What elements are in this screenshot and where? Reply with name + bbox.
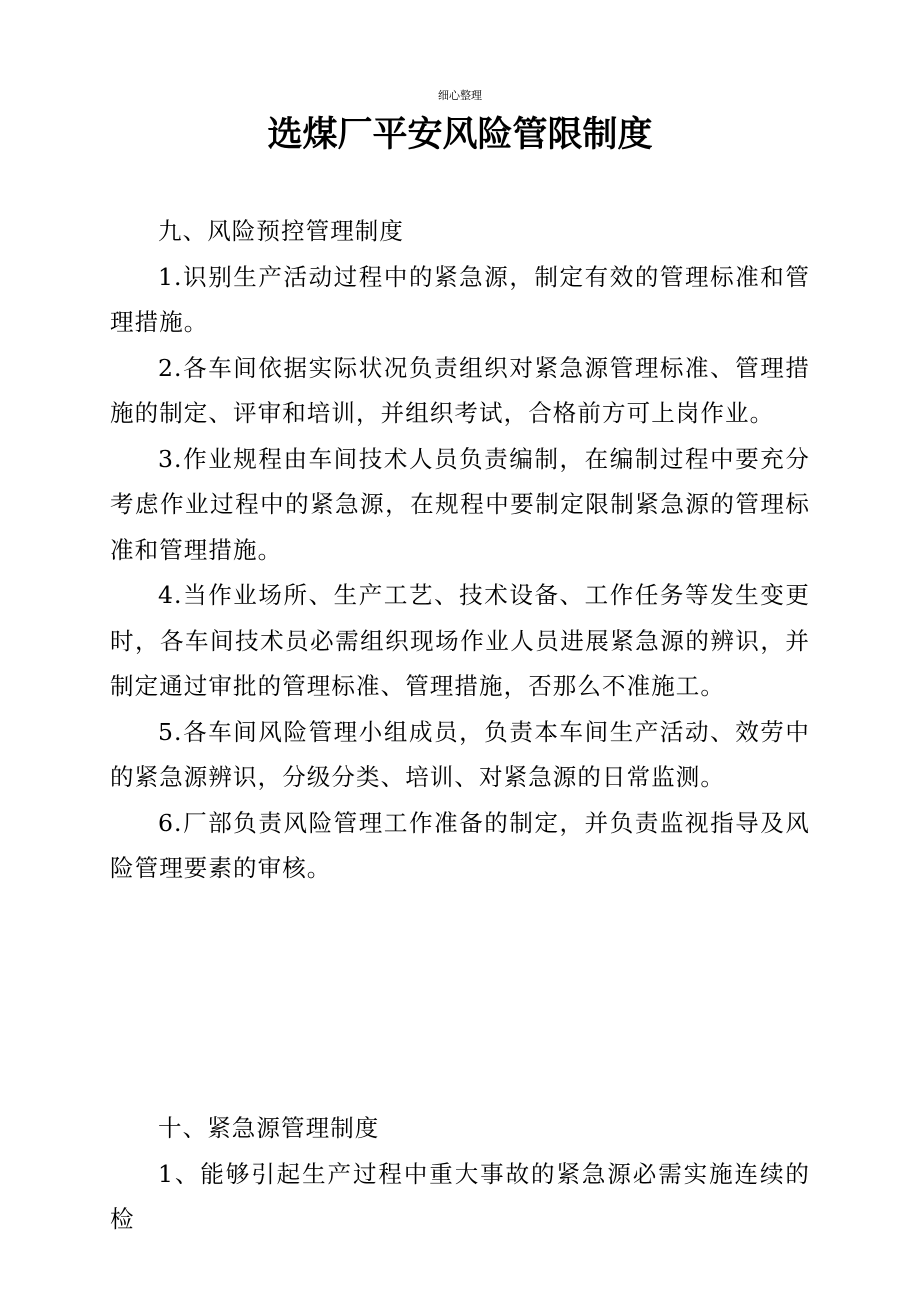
paragraph: 1、能够引起生产过程中重大事故的紧急源必需实施连续的检: [110, 1159, 810, 1233]
paragraph: 4.当作业场所、生产工艺、技术设备、工作任务等发生变更时，各车间技术员必需组织现场作业人员进展紧急源的辨识，并制定通过审批的管理标准、管理措施，否那么不准施工。: [110, 581, 810, 700]
section-heading: 十、紧急源管理制度: [158, 1114, 380, 1142]
document-title: 选煤厂平安风险管限制度: [267, 115, 653, 155]
section-ten: [110, 1106, 810, 1243]
header-note: 细心整理: [438, 89, 482, 102]
paragraph: 2.各车间依据实际状况负责组织对紧急源管理标准、管理措施的制定、评审和培训，并组织考试，合格前方可上岗作业。: [110, 353, 810, 427]
section-nine: [110, 209, 810, 892]
paragraph: 3.作业规程由车间技术人员负责编制，在编制过程中要充分考虑作业过程中的紧急源，在规程中要制定限制紧急源的管理标准和管理措施。: [110, 444, 810, 564]
paragraph: 6.厂部负责风险管理工作准备的制定，并负责监视指导及风险管理要素的审核。: [110, 808, 810, 882]
paragraph: 1.识别生产活动过程中的紧急源，制定有效的管理标准和管理措施。: [110, 262, 810, 336]
paragraph: 5.各车间风险管理小组成员，负责本车间生产活动、效劳中的紧急源辨识，分级分类、培训、对紧急源的日常监测。: [110, 717, 810, 791]
section-heading: 九、风险预控管理制度: [158, 217, 404, 245]
